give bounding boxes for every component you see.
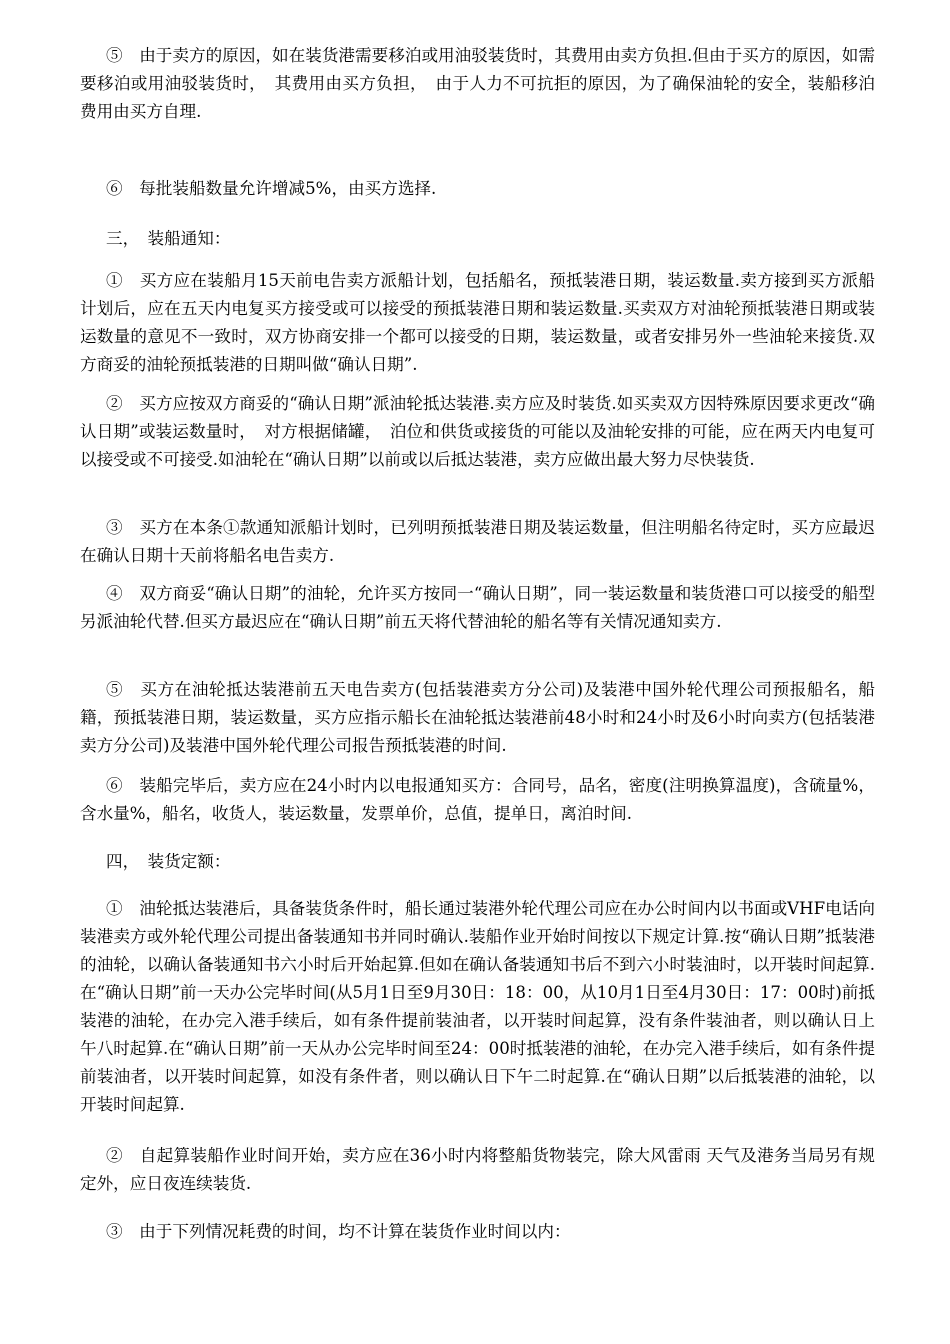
paragraph-clause-4-3: ③ 由于下列情况耗费的时间，均不计算在装货作业时间以内： <box>106 1222 571 1241</box>
section-heading-4: 四， 装货定额： <box>106 852 231 871</box>
paragraph-clause-3-4: ④ 双方商妥“确认日期”的油轮，允许买方按同一“确认日期”，同一装运数量和装货港口可以接受的船型另派油轮代替.但买方最迟应在“确认日期”前五天将代替油轮的船名等有关情况通知卖方. <box>80 584 875 631</box>
paragraph-clause-4-1: ① 油轮抵达装港后，具备装货条件时，船长通过装港外轮代理公司应在办公时间内以书面或VHF电话向装港卖方或外轮代理公司提出备装通知书并同时确认.装船作业开始时间按以下规定计算.按“确认日期”抵装港的油轮，以确认备装通知书六小时后开始起算.但如在确认备装通知书后不到六小时装油时，以开装时间起算.在“确认日期”前一天办公完毕时间(从5月1日至9月30日：18：00，从10月1日至4月30日：17：00时)前抵装港的油轮，在办完入港手续后，如有条件提前装油者，以开装时间起算，没有条件装油者，则以确认日上午八时起算.在“确认日期”前一天从办公完毕时间至24：00时抵装港的油轮，在办完入港手续后，如有条件提前装油者，以开装时间起算，如没有条件者，则以确认日下午二时起算.在“确认日期”以后抵装港的油轮，以开装时间起算. <box>80 899 875 1114</box>
paragraph-clause-3-6: ⑥ 装船完毕后，卖方应在24小时内以电报通知买方：合同号，品名，密度(注明换算温度)，含硫量%，含水量%，船名，收货人，装运数量，发票单价，总值，提单日，离泊时间. <box>80 776 875 823</box>
paragraph-clause-2-6: ⑥ 每批装船数量允许增减5%，由买方选择. <box>106 179 437 198</box>
section-heading-3: 三， 装船通知： <box>106 229 231 248</box>
paragraph-clause-3-5: ⑤ 买方在油轮抵达装港前五天电告卖方(包括装港卖方分公司)及装港中国外轮代理公司预报船名，船籍，预抵装港日期，装运数量，买方应指示船长在油轮抵达装港前48小时和24小时及6小时向卖方(包括装港卖方分公司)及装港中国外轮代理公司报告预抵装港的时间. <box>80 680 875 755</box>
paragraph-clause-2-5: ⑤ 由于卖方的原因，如在装货港需要移泊或用油驳装货时，其费用由卖方负担.但由于买方的原因，如需要移泊或用油驳装货时， 其费用由买方负担， 由于人力不可抗拒的原因，为了确保油轮的安全，装船移泊费用由买方自理. <box>80 46 875 121</box>
paragraph-clause-3-3: ③ 买方在本条①款通知派船计划时，已列明预抵装港日期及装运数量，但注明船名待定时，买方应最迟在确认日期十天前将船名电告卖方. <box>80 518 875 565</box>
paragraph-clause-4-2: ② 自起算装船作业时间开始，卖方应在36小时内将整船货物装完，除大风雷雨 天气及港务当局另有规定外，应日夜连续装货. <box>80 1146 875 1193</box>
paragraph-clause-3-1: ① 买方应在装船月15天前电告卖方派船计划，包括船名，预抵装港日期，装运数量.卖方接到买方派船计划后，应在五天内电复买方接受或可以接受的预抵装港日期和装运数量.买卖双方对油轮预抵装港日期或装运数量的意见不一致时，双方协商安排一个都可以接受的日期，装运数量，或者安排另外一些油轮来接货.双方商妥的油轮预抵装港的日期叫做“确认日期”. <box>80 271 875 374</box>
paragraph-clause-3-2: ② 买方应按双方商妥的“确认日期”派油轮抵达装港.卖方应及时装货.如买卖双方因特殊原因要求更改“确认日期”或装运数量时， 对方根据储罐， 泊位和供货或接货的可能以及油轮安排的可能，应在两天内电复可以接受或不可接受.如油轮在“确认日期”以前或以后抵达装港，卖方应做出最大努力尽快装货. <box>80 394 875 469</box>
